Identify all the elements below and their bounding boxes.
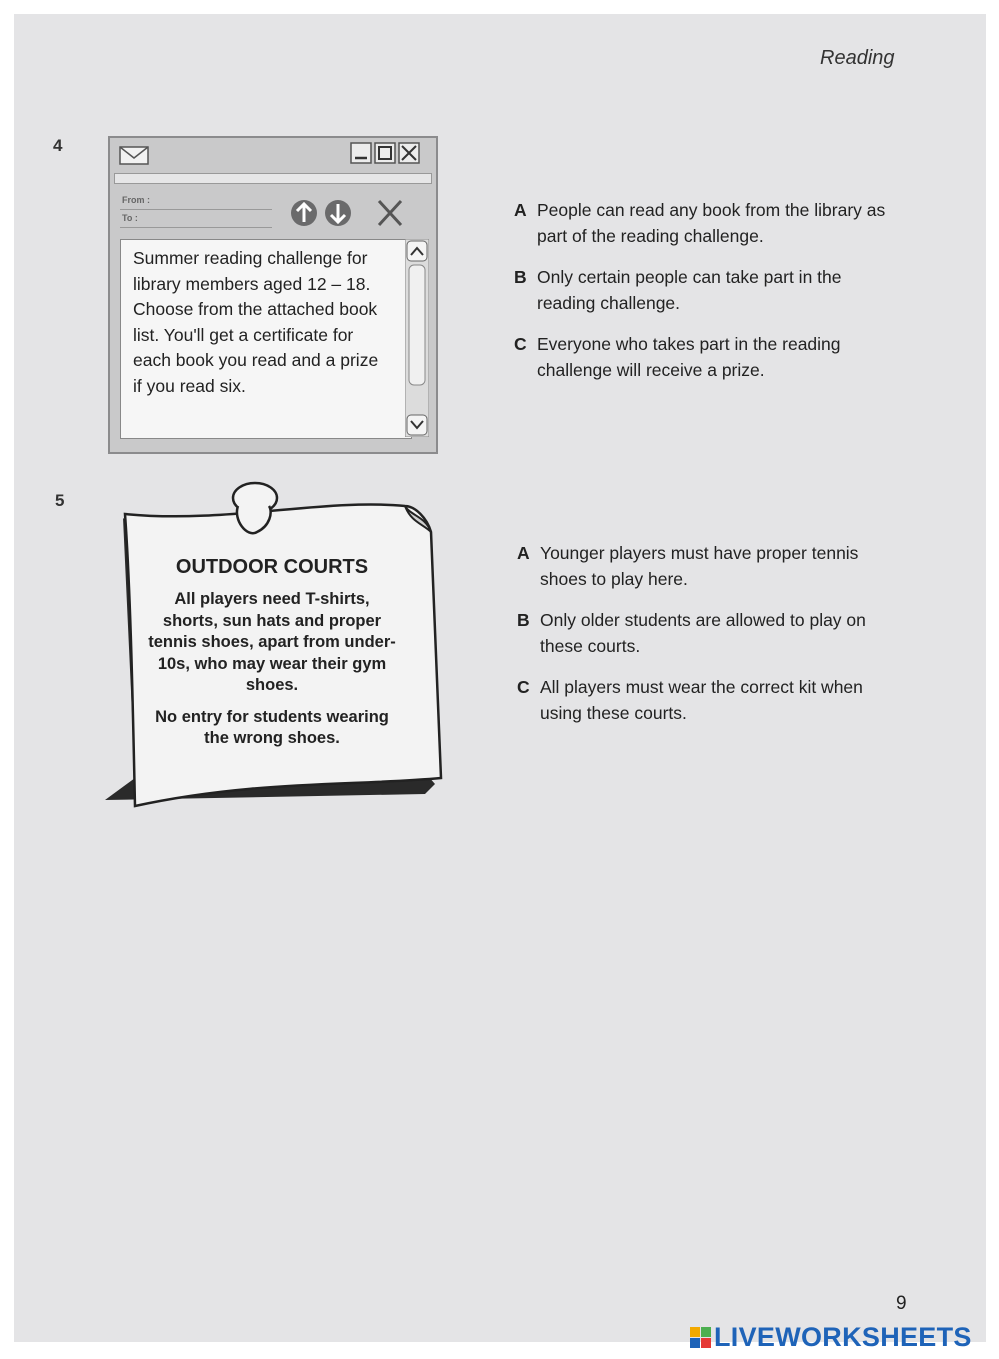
option-c[interactable]: [517, 674, 897, 726]
option-letter: B: [514, 267, 527, 287]
scroll-up-icon: [407, 241, 427, 261]
option-a[interactable]: [517, 540, 897, 592]
option-text: Only certain people can take part in the reading challenge.: [537, 267, 842, 313]
option-letter: A: [514, 200, 527, 220]
brand-name: LIVEWORKSHEETS: [714, 1321, 972, 1352]
option-letter: C: [514, 334, 527, 354]
option-c[interactable]: [514, 331, 894, 383]
notice-title: OUTDOOR COURTS: [175, 556, 369, 578]
question-number-4: 4: [53, 136, 63, 155]
delete-icon: [379, 201, 401, 225]
question-5-options: [517, 540, 897, 741]
notice-paragraph-1: All players need T-shirts, shorts, sun hats and proper tennis shoes, apart from under-10s, who may wear their gym shoes.: [148, 590, 396, 694]
email-message: Summer reading challenge for library members aged 12 – 18. Choose from the attached book list. You'll get a certificate for each book you read and a prize if you read six.: [133, 248, 379, 396]
option-text: Younger players must have proper tennis shoes to play here.: [540, 543, 859, 589]
option-letter: C: [517, 677, 530, 697]
page-number: 9: [896, 1293, 907, 1314]
notice-content: [148, 555, 396, 760]
question-4-options: [514, 197, 894, 398]
email-titlebar: [110, 138, 436, 170]
option-text: People can read any book from the library as part of the reading challenge.: [537, 200, 886, 246]
notice-paragraph-2: No entry for students wearing the wrong shoes.: [155, 707, 389, 747]
minimize-icon: [351, 143, 371, 163]
titlebar-graphics: [110, 138, 436, 170]
option-a[interactable]: [514, 197, 894, 249]
arrow-up-icon: [291, 200, 317, 226]
brand-logo-icon: [690, 1325, 712, 1349]
arrow-down-icon: [325, 200, 351, 226]
maximize-icon: [375, 143, 395, 163]
email-toolbar: [286, 196, 416, 230]
question-number-5: 5: [55, 491, 65, 510]
option-letter: B: [517, 610, 530, 630]
address-bar: [114, 173, 432, 184]
close-icon: [399, 143, 419, 163]
envelope-icon: [120, 147, 148, 164]
brand-footer[interactable]: [690, 1321, 972, 1353]
section-title: Reading: [820, 47, 895, 69]
scroll-thumb: [409, 265, 425, 385]
email-window: [108, 136, 438, 454]
scrollbar[interactable]: [405, 239, 429, 437]
option-letter: A: [517, 543, 530, 563]
option-b[interactable]: [514, 264, 894, 316]
option-text: Only older students are allowed to play on these courts.: [540, 610, 866, 656]
option-text: All players must wear the correct kit when using these courts.: [540, 677, 863, 723]
option-text: Everyone who takes part in the reading challenge will receive a prize.: [537, 334, 841, 380]
option-b[interactable]: [517, 607, 897, 659]
email-body: [120, 239, 412, 439]
scroll-down-icon: [407, 415, 427, 435]
from-label: From :: [120, 192, 272, 210]
email-header-fields: [120, 192, 272, 228]
to-label: To :: [120, 210, 272, 228]
